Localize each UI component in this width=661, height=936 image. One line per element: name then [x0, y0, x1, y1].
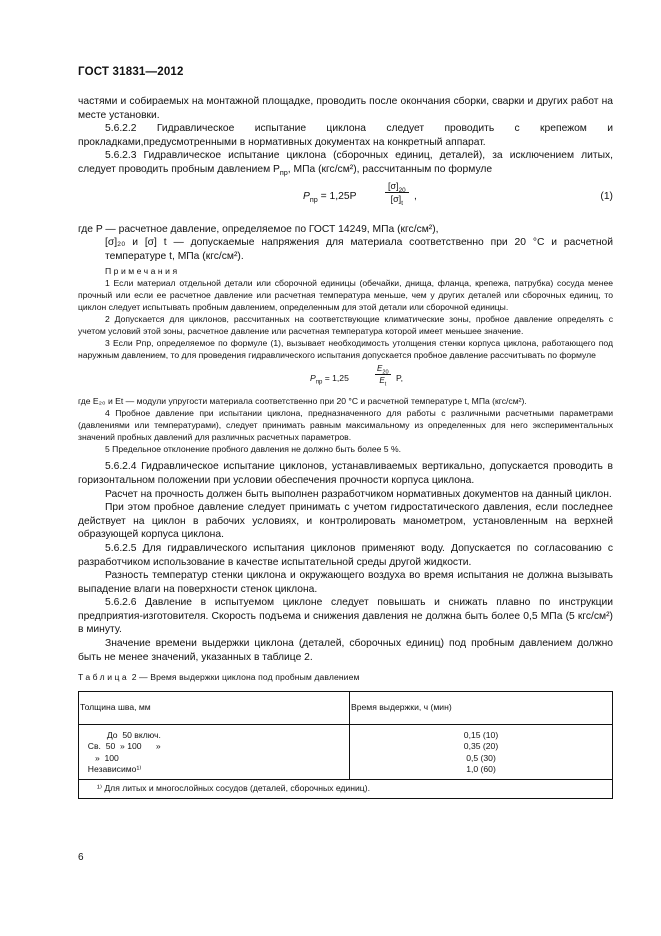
- paragraph-5-6-2-3: [78, 149, 613, 176]
- table-cell-time: [350, 724, 613, 779]
- formula-1-denominator: $[\sigma]_t$: [390, 193, 403, 207]
- paragraph-5-6-2-3-sub: пр: [279, 168, 288, 178]
- formula-1-tail: ,: [414, 190, 417, 202]
- table-row-value: 0,15 (10): [463, 729, 499, 740]
- formula-1-numerator: $[\sigma]_{20}$: [385, 180, 409, 193]
- table-row-value: 0,35 (20): [463, 741, 499, 752]
- notes-title: Примечания: [105, 266, 180, 277]
- table-row-label: Независимо¹⁾: [83, 764, 142, 775]
- page-header-title: ГОСТ 31831—2012: [78, 66, 184, 78]
- note-4: 4 Пробное давление при испытании циклона, предназначенного для работы с различными расчетными параметрами (давлениями или температурами), следует принимать равным максимальному из определенных для него экспериментальных значений пробных давлений для различных расчетных параметров.: [78, 408, 613, 443]
- paragraph-test-pressure: При этом пробное давление следует принимать с учетом гидростатического давления, если последнее действует на циклон в рабочих условиях, и контролировать манометром, установленным на верхней образующей корпуса циклона.: [78, 502, 613, 541]
- hold-time-table: [78, 691, 613, 800]
- paragraph-5-6-2-4: 5.6.2.4 Гидравлическое испытание циклонов, устанавливаемых вертикально, допускается проводить в горизонтальном положении при условии обеспечения прочности корпуса циклона.: [78, 461, 613, 486]
- paragraph-5-6-2-3-tail: , МПа (кгс/см²), рассчитанным по формуле: [287, 163, 493, 175]
- table-caption: Таблица 2 — Время выдержки циклона под пробным давлением: [78, 672, 360, 683]
- table-row-value: 0,5 (30): [466, 752, 496, 763]
- formula-1-lhs: $P_{пр} = 1,25P$: [303, 190, 357, 204]
- formula-2: [78, 363, 613, 393]
- formula-2-fraction: [375, 363, 391, 386]
- paragraph-temp-difference: Разность температур стенки циклона и окружающего воздуха во время испытания не должна вызывать выпадение влаги на поверхности стенок циклона.: [78, 570, 613, 595]
- formula-1-fraction: [385, 180, 409, 205]
- document-body: [78, 95, 613, 799]
- formula-2-lhs: $P_{пр} = 1,25$: [310, 373, 349, 387]
- where-line-1: где P — расчетное давление, определяемое по ГОСТ 14249, МПа (кгс/см²),: [78, 223, 439, 235]
- table-cell-thickness: [79, 724, 350, 779]
- where-line-2: [σ]₂₀ и [σ] t — допускаемые напряжения для материала соответственно при 20 °С и расчетной температуре t, МПа (кгс/см²).: [105, 237, 613, 262]
- formula-2-numerator: $E_{20}$: [377, 364, 389, 376]
- note-3-where: где E₂₀ и Et — модули упругости материала соответственно при 20 °С и расчетной температуре t, МПа (кгс/см²).: [78, 396, 527, 407]
- note-3: 3 Если Pпр, определяемое по формуле (1), вызывает необходимость утолщения стенки корпуса циклона, работающего под наружным давлением, то для проведения гидравлического испытания допускается пробное давление рассчитывать по формуле: [78, 338, 613, 361]
- paragraph-5-6-2-5: 5.6.2.5 Для гидравлического испытания циклонов применяют воду. Допускается по согласованию с разработчиком использование в качестве испытательной среды другой жидкости.: [78, 542, 613, 568]
- paragraph-5-6-2-6: 5.6.2.6 Давление в испытуемом циклоне следует повышать и снижать плавно по инструкции предприятия-изготовителя. Скорость подъема и снижения давления не должна быть более 0,5 МПа (5 кгс/см²) в минуту.: [78, 597, 613, 636]
- table-header-thickness: Толщина шва, мм: [79, 691, 350, 724]
- note-1: 1 Если материал отдельной детали или сборочной единицы (обечайки, днища, фланца, крепежа, патрубка) сосуда менее прочный или если ее расчетное давление или расчетная температура меньше, чем у других деталей или сборочных единиц, то циклон следует испытывать пробным давлением, определенным для этой детали или сборочной единицы.: [78, 278, 613, 313]
- table-footnote: ¹⁾ Для литых и многослойных сосудов (деталей, сборочных единиц).: [79, 779, 613, 799]
- page-number: 6: [78, 852, 84, 863]
- formula-1: [78, 179, 613, 217]
- paragraph-5-6-2-3-text: 5.6.2.3 Гидравлическое испытание циклона (сборочных единиц, деталей), за исключением литых, следует проводить пробным давлением P: [78, 150, 613, 175]
- formula-2-denominator: $E_t$: [379, 376, 387, 388]
- table-row-label: Св. 50 » 100 »: [83, 741, 161, 752]
- paragraph-5-6-2-2: 5.6.2.2 Гидравлическое испытание циклона следует проводить с крепежом и прокладками,предусмотренными в нормативных документах на конкретный аппарат.: [78, 123, 613, 148]
- table-row-label: До 50 включ.: [83, 729, 161, 740]
- paragraph-strength-calc: Расчет на прочность должен быть выполнен разработчиком нормативных документов на данный циклон.: [105, 488, 612, 500]
- table-row-label: » 100: [83, 752, 119, 763]
- table-header-time: Время выдержки, ч (мин): [350, 691, 613, 724]
- notes-block: [78, 265, 613, 455]
- table-row-value: 1,0 (60): [466, 764, 496, 775]
- paragraph-hold-time: Значение времени выдержки циклона (деталей, сборочных единиц) под пробным давлением должно быть не менее значений, указанных в таблице 2.: [78, 638, 613, 663]
- paragraph-continuation: частями и собираемых на монтажной площадке, проводить после окончания сборки, сварки и других работ на месте установки.: [78, 96, 613, 121]
- note-2: 2 Допускается для циклонов, рассчитанных на соответствующие климатические зоны, пробное давление определять с учетом условий этой зоны, расчетное давление или расчетная температура которой имеет меньшее значение.: [78, 314, 613, 337]
- formula-1-number: (1): [600, 190, 613, 202]
- note-5: 5 Предельное отклонение пробного давления не должно быть более 5 %.: [105, 444, 401, 455]
- formula-2-tail: P,: [396, 373, 404, 384]
